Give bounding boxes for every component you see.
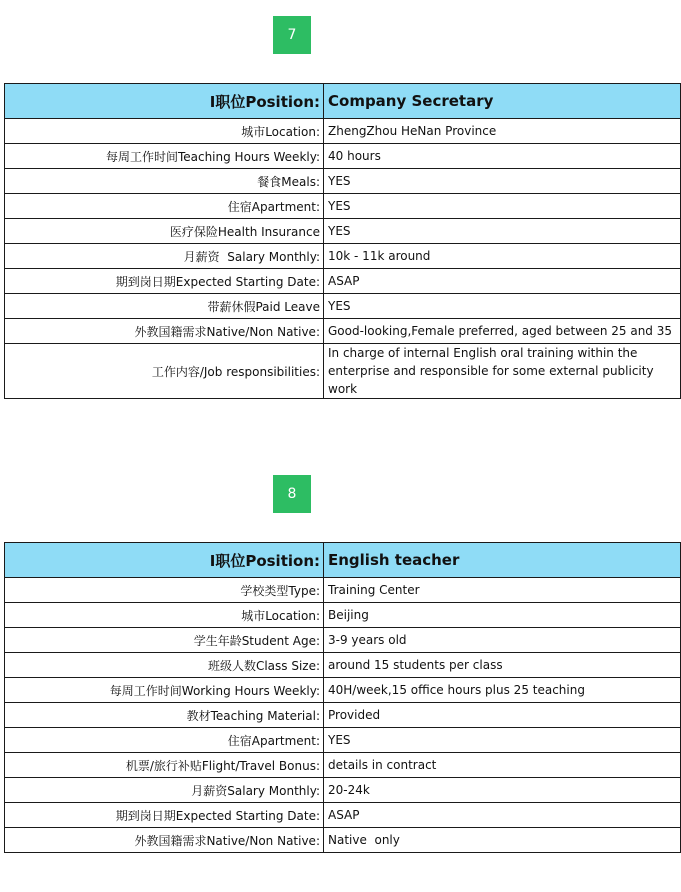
table-row bbox=[5, 294, 681, 319]
apartment-label: 住宿Apartment: bbox=[5, 728, 324, 753]
table-row bbox=[5, 603, 681, 628]
section-number-badge: 7 bbox=[273, 16, 311, 54]
table-row bbox=[5, 778, 681, 803]
nationality-value: Good-looking,Female preferred, aged between 25 and 35 bbox=[324, 319, 681, 344]
table-row bbox=[5, 578, 681, 603]
nationality-value: Native only bbox=[324, 828, 681, 853]
insurance-label: 医疗保险Health Insurance bbox=[5, 219, 324, 244]
start-date-value: ASAP bbox=[324, 269, 681, 294]
table-row bbox=[5, 628, 681, 653]
table-row bbox=[5, 219, 681, 244]
insurance-value: YES bbox=[324, 219, 681, 244]
class-size-value: around 15 students per class bbox=[324, 653, 681, 678]
apartment-label: 住宿Apartment: bbox=[5, 194, 324, 219]
table-header-row bbox=[5, 543, 681, 578]
material-value: Provided bbox=[324, 703, 681, 728]
responsibilities-label: 工作内容/Job responsibilities: bbox=[5, 344, 324, 399]
location-value: Beijing bbox=[324, 603, 681, 628]
hours-label: 每周工作时间Working Hours Weekly: bbox=[5, 678, 324, 703]
table-row bbox=[5, 753, 681, 778]
hours-value: 40 hours bbox=[324, 144, 681, 169]
salary-value: 10k - 11k around bbox=[324, 244, 681, 269]
apartment-value: YES bbox=[324, 194, 681, 219]
class-size-label: 班级人数Class Size: bbox=[5, 653, 324, 678]
table-row bbox=[5, 269, 681, 294]
flight-bonus-value: details in contract bbox=[324, 753, 681, 778]
material-label: 教材Teaching Material: bbox=[5, 703, 324, 728]
student-age-value: 3-9 years old bbox=[324, 628, 681, 653]
paid-leave-value: YES bbox=[324, 294, 681, 319]
table-row bbox=[5, 319, 681, 344]
nationality-label: 外教国籍需求Native/Non Native: bbox=[5, 319, 324, 344]
position-value: English teacher bbox=[324, 543, 681, 578]
table-row bbox=[5, 828, 681, 853]
table-row bbox=[5, 728, 681, 753]
table-row bbox=[5, 244, 681, 269]
start-date-value: ASAP bbox=[324, 803, 681, 828]
responsibilities-value: In charge of internal English oral training within the enterprise and responsible for some external publicity work bbox=[324, 344, 681, 399]
student-age-label: 学生年龄Student Age: bbox=[5, 628, 324, 653]
location-label: 城市Location: bbox=[5, 119, 324, 144]
location-value: ZhengZhou HeNan Province bbox=[324, 119, 681, 144]
location-label: 城市Location: bbox=[5, 603, 324, 628]
table-row bbox=[5, 678, 681, 703]
hours-value: 40H/week,15 office hours plus 25 teaching bbox=[324, 678, 681, 703]
paid-leave-label: 带薪休假Paid Leave bbox=[5, 294, 324, 319]
salary-label: 月薪资 Salary Monthly: bbox=[5, 244, 324, 269]
table-row bbox=[5, 653, 681, 678]
nationality-label: 外教国籍需求Native/Non Native: bbox=[5, 828, 324, 853]
start-date-label: 期到岗日期Expected Starting Date: bbox=[5, 269, 324, 294]
meals-value: YES bbox=[324, 169, 681, 194]
table-row bbox=[5, 703, 681, 728]
salary-value: 20-24k bbox=[324, 778, 681, 803]
table-row bbox=[5, 119, 681, 144]
flight-bonus-label: 机票/旅行补贴Flight/Travel Bonus: bbox=[5, 753, 324, 778]
school-type-label: 学校类型Type: bbox=[5, 578, 324, 603]
job-table-company-secretary bbox=[4, 83, 681, 399]
meals-label: 餐食Meals: bbox=[5, 169, 324, 194]
position-label: I职位Position: bbox=[5, 543, 324, 578]
position-label: I职位Position: bbox=[5, 84, 324, 119]
position-value: Company Secretary bbox=[324, 84, 681, 119]
hours-label: 每周工作时间Teaching Hours Weekly: bbox=[5, 144, 324, 169]
table-row bbox=[5, 803, 681, 828]
section-number-badge: 8 bbox=[273, 475, 311, 513]
job-table-english-teacher bbox=[4, 542, 681, 853]
school-type-value: Training Center bbox=[324, 578, 681, 603]
table-row bbox=[5, 169, 681, 194]
table-header-row bbox=[5, 84, 681, 119]
salary-label: 月薪资Salary Monthly: bbox=[5, 778, 324, 803]
table-row bbox=[5, 344, 681, 399]
start-date-label: 期到岗日期Expected Starting Date: bbox=[5, 803, 324, 828]
table-row bbox=[5, 144, 681, 169]
table-row bbox=[5, 194, 681, 219]
apartment-value: YES bbox=[324, 728, 681, 753]
